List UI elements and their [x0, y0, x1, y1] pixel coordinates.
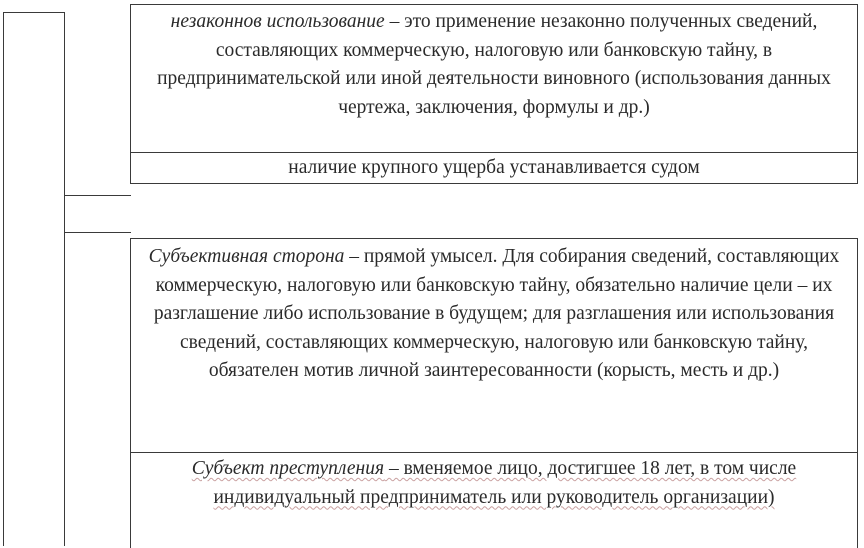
subjective-side-text: – прямой умысел. Для собирания сведений, составляющих коммерческую, налоговую или банковскую тайну, обязательно наличие цели – их разглашение либо использование в будущем; для разглашения или использования сведений, составляющих коммерческую, налоговую или банковскую тайну, обязателен мотив личной заинтересованности (корысть, месть и др.) — [153, 246, 840, 381]
illegal-use-term: незаконнов использование — [170, 11, 385, 32]
subject-text: – вменяемое лицо, достигшее 18 лет, в том числе индивидуальный предприниматель или руководитель организации) — [213, 458, 797, 508]
subject-paragraph — [137, 455, 851, 512]
illegal-use-text: – это применение незаконно полученных сведений, составляющих коммерческую, налоговую или банковскую тайну, в предпринимательской или иной деятельности виновного (использования данных чертежа, заключения, формулы и др.) — [157, 11, 831, 118]
left-vertical-bracket — [3, 12, 65, 546]
connector-line-upper — [65, 195, 131, 196]
illegal-use-paragraph — [137, 8, 851, 122]
subjective-side-paragraph — [137, 243, 851, 386]
subject-term: Субъект преступления — [191, 458, 385, 479]
damage-box — [130, 152, 858, 184]
subjective-side-term: Субъективная сторона — [148, 246, 345, 267]
subjective-side-box — [130, 238, 858, 453]
connector-line-lower — [65, 232, 131, 233]
subject-box — [130, 452, 858, 548]
damage-text: наличие крупного ущерба устанавливается судом — [288, 157, 700, 178]
illegal-use-box — [130, 4, 858, 153]
